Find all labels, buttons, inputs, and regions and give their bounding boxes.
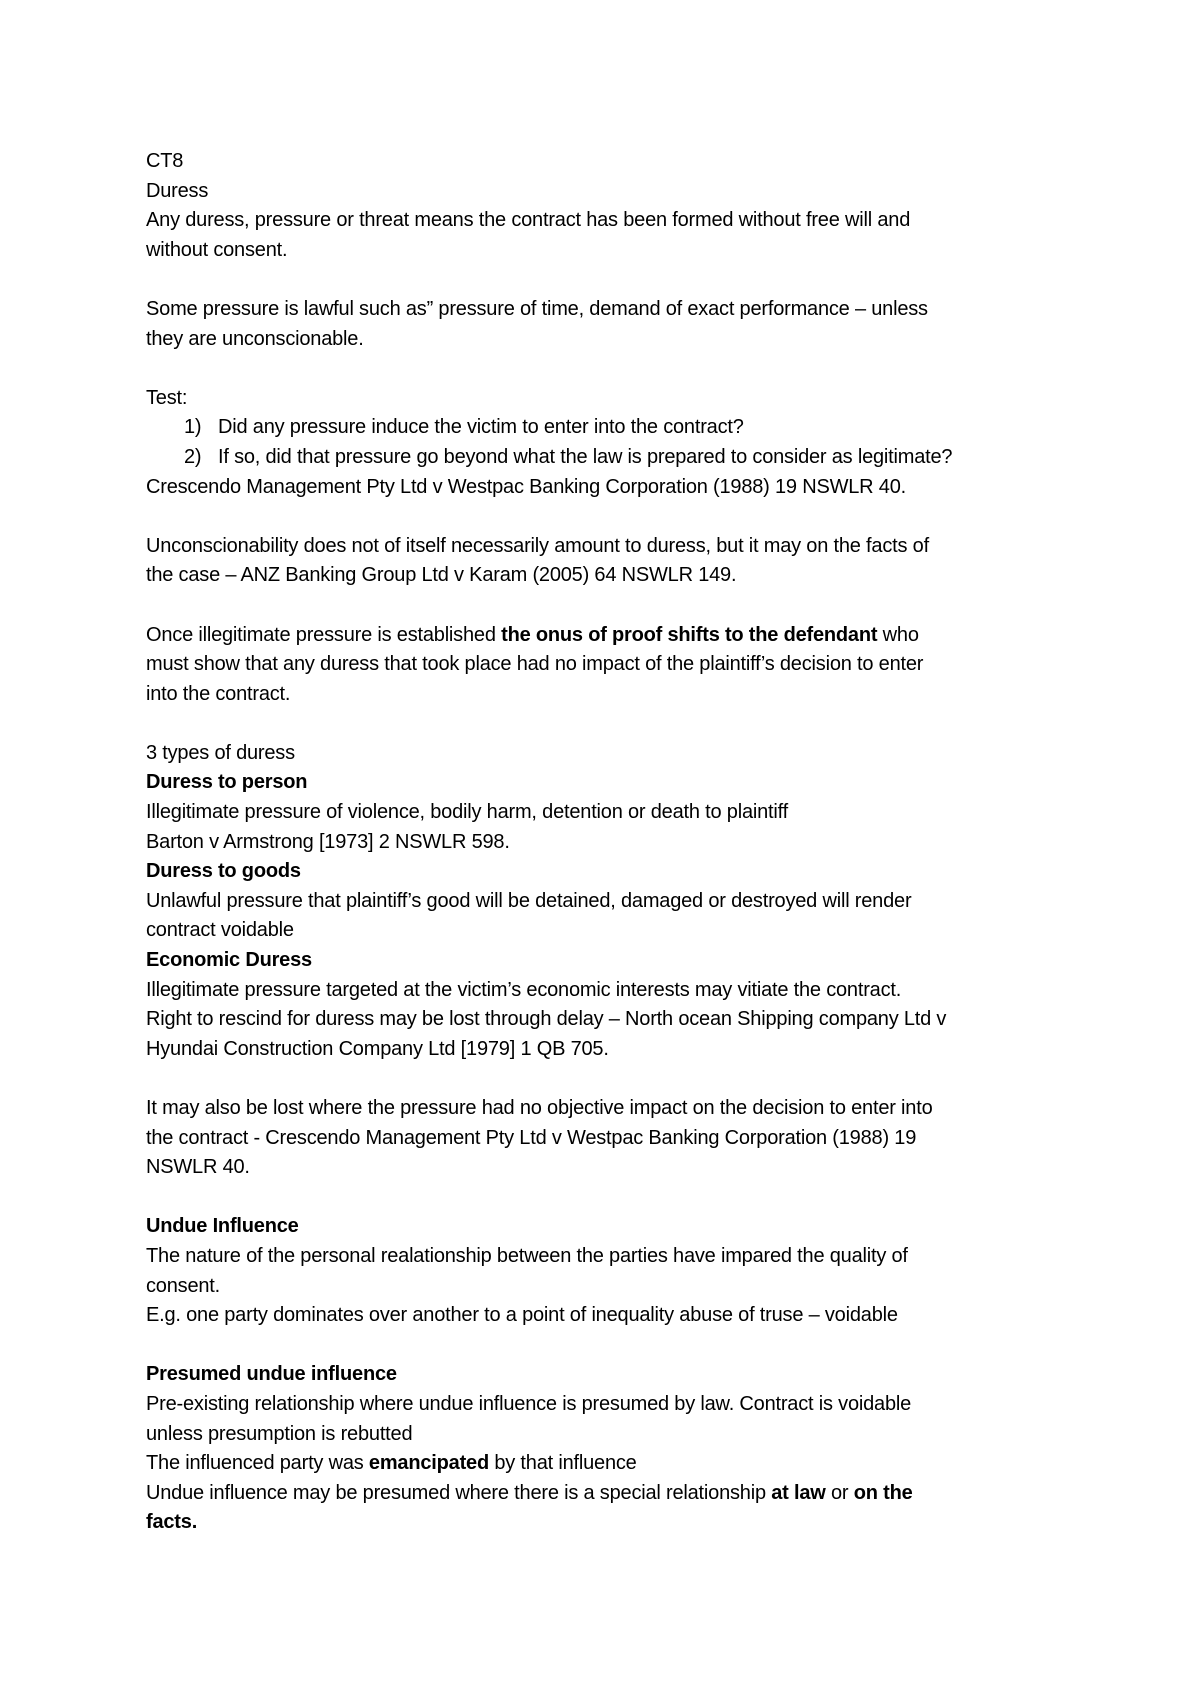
blank-line <box>146 1064 1086 1094</box>
blank-line <box>146 502 1086 532</box>
person-heading: Duress to person <box>146 771 308 794</box>
person-line-1: Illegitimate pressure of violence, bodily harm, detention or death to plaintiff <box>146 801 788 824</box>
blank-line <box>146 354 1086 384</box>
goods-line-1: Unlawful pressure that plaintiff’s good will be detained, damaged or destroyed will render <box>146 889 912 912</box>
list-number: 2) <box>184 445 202 468</box>
blank-line <box>146 1331 1086 1361</box>
uncon-line-1: Unconscionability does not of itself necessarily amount to duress, but it may on the facts of <box>146 534 929 557</box>
lost-line-1: It may also be lost where the pressure had no objective impact on the decision to enter into <box>146 1097 933 1119</box>
test-list-item <box>146 413 1086 443</box>
person-case: Barton v Armstrong [1973] 2 NSWLR 598. <box>146 830 510 853</box>
duress-heading: Duress <box>146 179 209 202</box>
lost-line-3: NSWLR 40. <box>146 1156 250 1179</box>
onus-line-2: must show that any duress that took place had no impact of the plaintiff’s decision to enter <box>146 653 924 676</box>
emancipated-line <box>146 1449 1086 1479</box>
rescind-line-2: Hyundai Construction Company Ltd [1979] 1 QB 705. <box>146 1037 609 1060</box>
onus-line-3: into the contract. <box>146 682 291 705</box>
undue-heading: Undue Influence <box>146 1215 299 1238</box>
presumed-heading: Presumed undue influence <box>146 1363 397 1386</box>
special-line-2: facts. <box>146 1511 198 1534</box>
list-item-text: If so, did that pressure go beyond what the law is prepared to consider as legitimate? <box>218 445 953 468</box>
onus-pre: Once illegitimate pressure is established <box>146 623 502 646</box>
test-label: Test: <box>146 386 188 409</box>
emancipated-bold: emancipated <box>368 1452 489 1475</box>
list-item-text: Did any pressure induce the victim to enter into the contract? <box>218 416 744 439</box>
list-number: 1) <box>184 416 202 439</box>
undue-line-1: The nature of the personal realationship between the parties have impared the quality of <box>146 1244 908 1267</box>
economic-heading: Economic Duress <box>146 949 312 972</box>
special-bold-at-law: at law <box>771 1481 826 1504</box>
undue-line-2: consent. <box>146 1274 221 1297</box>
economic-line-1: Illegitimate pressure targeted at the victim’s economic interests may vitiate the contract. <box>146 978 902 1001</box>
onus-post: who <box>877 623 919 646</box>
onus-line-1 <box>146 621 1086 651</box>
blank-line <box>146 1183 1086 1213</box>
uncon-line-2: the case – ANZ Banking Group Ltd v Karam (2005) 64 NSWLR 149. <box>146 564 737 587</box>
special-bold-on-the: on the <box>853 1481 913 1504</box>
special-pre: Undue influence may be presumed where there is a special relationship <box>146 1481 772 1504</box>
blank-line <box>146 591 1086 621</box>
rescind-line-1: Right to rescind for duress may be lost through delay – North ocean Shipping company Ltd v <box>146 1008 947 1031</box>
blank-line <box>146 709 1086 739</box>
types-label: 3 types of duress <box>146 741 295 764</box>
lawful-line-2: they are unconscionable. <box>146 327 364 350</box>
emancipated-post: by that influence <box>488 1452 637 1475</box>
presumed-line-1: Pre-existing relationship where undue influence is presumed by law. Contract is voidable <box>146 1392 912 1415</box>
test-list-item <box>146 443 1086 473</box>
emancipated-pre: The influenced party was <box>146 1452 369 1475</box>
goods-line-2: contract voidable <box>146 919 294 942</box>
onus-bold: the onus of proof shifts to the defendant <box>501 623 878 646</box>
lawful-line-1: Some pressure is lawful such as” pressure of time, demand of exact performance – unless <box>146 297 928 320</box>
document-code: CT8 <box>146 150 184 172</box>
undue-line-3: E.g. one party dominates over another to a point of inequality abuse of truse – voidable <box>146 1304 898 1327</box>
presumed-line-2: unless presumption is rebutted <box>146 1422 413 1445</box>
document-body <box>146 147 1086 1538</box>
special-line-1 <box>146 1479 1086 1509</box>
intro-line-2: without consent. <box>146 238 288 261</box>
lost-line-2: the contract - Crescendo Management Pty Ltd v Westpac Banking Corporation (1988) 19 <box>146 1126 917 1149</box>
intro-line-1: Any duress, pressure or threat means the contract has been formed without free will and <box>146 209 911 232</box>
blank-line <box>146 265 1086 295</box>
special-mid: or <box>825 1481 854 1504</box>
goods-heading: Duress to goods <box>146 860 301 883</box>
crescendo-case: Crescendo Management Pty Ltd v Westpac Banking Corporation (1988) 19 NSWLR 40. <box>146 475 906 498</box>
